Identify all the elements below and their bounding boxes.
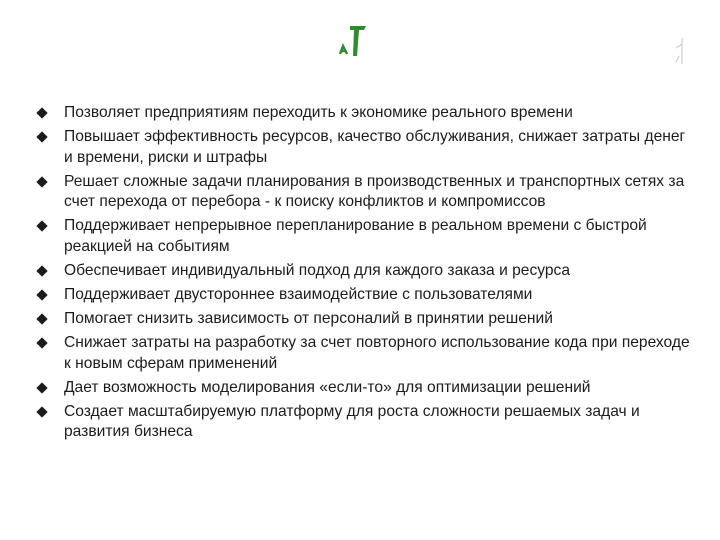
list-item-text: Поддерживает двустороннее взаимодействие с пользователями <box>64 285 533 303</box>
list-item <box>38 333 698 374</box>
diamond-bullet-icon <box>36 265 47 276</box>
list-item <box>38 127 698 168</box>
diamond-bullet-icon <box>36 406 47 417</box>
list-item <box>38 402 698 443</box>
list-item-text: Поддерживает непрерывное перепланирование в реальном времени с быстрой реакцией на событиям <box>64 217 647 255</box>
diamond-bullet-icon <box>36 107 47 118</box>
diamond-bullet-icon <box>36 337 47 348</box>
list-item <box>38 378 698 399</box>
list-item <box>38 172 698 213</box>
list-item-text: Дает возможность моделирования «если-то» для оптимизации решений <box>64 378 591 396</box>
list-item-text: Повышает эффективность ресурсов, качество обслуживания, снижает затраты денег и времени, риски и штрафы <box>64 128 686 166</box>
list-item <box>38 285 698 306</box>
list-item-text: Решает сложные задачи планирования в производственных и транспортных сетях за счет перехода от перебора - к поиску конфликтов и компромиссов <box>64 172 685 211</box>
diamond-bullet-icon <box>36 313 47 324</box>
diamond-bullet-icon <box>36 131 47 142</box>
diamond-bullet-icon <box>36 289 47 300</box>
list-item-text: Создает масштабируемую платформу для роста сложности решаемых задач и развития бизнеса <box>64 402 640 441</box>
benefits-list <box>38 103 698 446</box>
diamond-bullet-icon <box>36 221 47 232</box>
corner-decoration <box>672 34 692 68</box>
title-fragment-glyph <box>338 24 368 58</box>
list-item-text: Обеспечивает индивидуальный подход для каждого заказа и ресурса <box>64 261 571 279</box>
list-item-text: Снижает затраты на разработку за счет повторного использование кода при переходе к новым сферам применений <box>64 334 690 372</box>
list-item <box>38 309 698 330</box>
list-item-text: Помогает снизить зависимость от персоналий в принятии решений <box>64 310 553 328</box>
diamond-bullet-icon <box>36 382 47 393</box>
list-item <box>38 103 698 124</box>
list-item <box>38 216 698 257</box>
diamond-bullet-icon <box>36 176 47 187</box>
list-item-text: Позволяет предприятиям переходить к экономике реального времени <box>64 104 573 121</box>
list-item <box>38 261 698 282</box>
